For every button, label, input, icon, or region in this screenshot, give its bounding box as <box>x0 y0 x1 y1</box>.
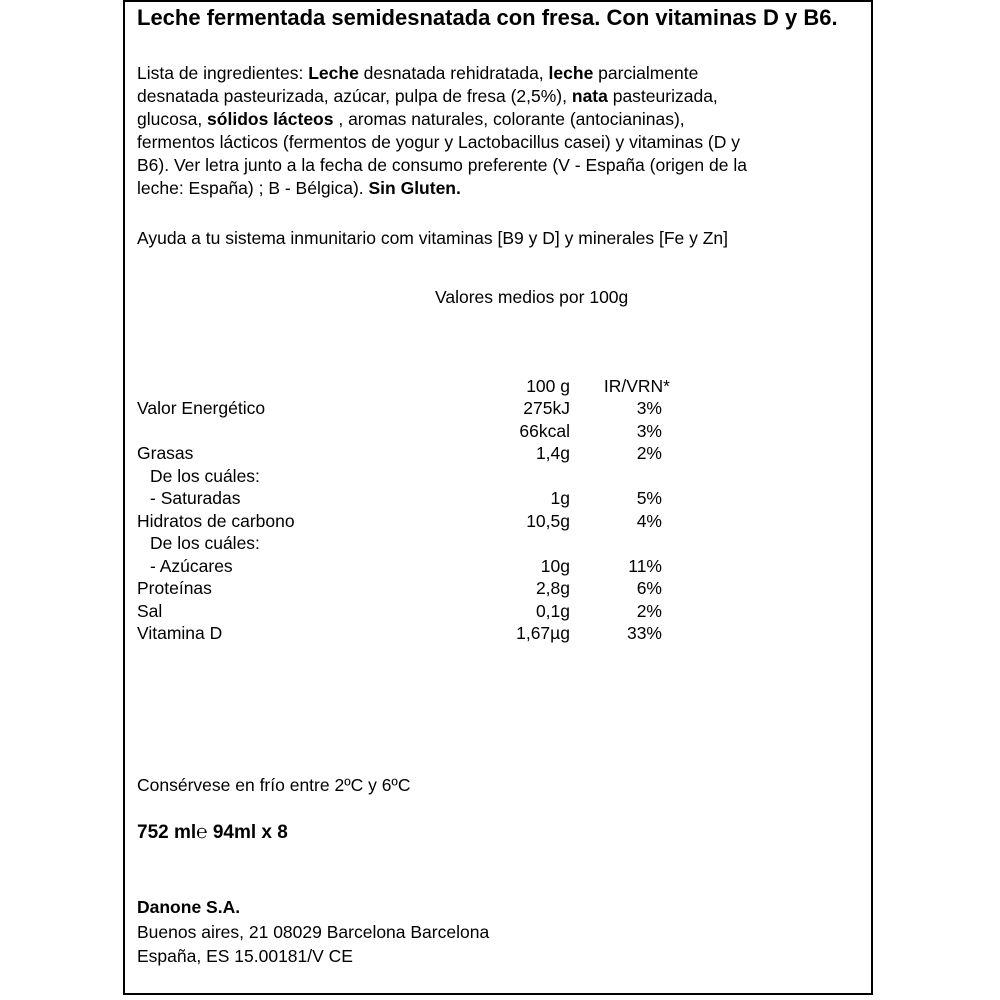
nutrient-value: 2,8g <box>535 578 570 598</box>
nutrient-label: - Azúcares <box>150 555 233 576</box>
nutrient-value: 0,1g <box>535 600 570 621</box>
nutrient-ir-percent: 5% <box>636 488 662 508</box>
nutrient-value: 10,5g <box>526 510 570 531</box>
product-title: Leche fermentada semidesnatada con fresa. Con vitaminas D y B6. <box>137 5 838 30</box>
nutrient-label: Vitamina D <box>137 623 223 643</box>
nutrient-ir-percent: 3% <box>636 420 662 441</box>
nutrient-value: 1,67µg <box>516 623 570 643</box>
ingredients-line-1: Lista de ingredientes: Leche desnatada rehidratada, leche parcialmente <box>137 63 699 83</box>
quantity-total: 752 ml <box>137 822 197 843</box>
nutrient-label: Proteínas <box>137 578 212 598</box>
nutrition-row <box>0 442 1000 464</box>
nutrient-ir-percent: 3% <box>636 398 662 418</box>
ingredients-line-3: glucosa, sólidos lácteos , aromas naturales, colorante (antocianinas), <box>137 109 685 129</box>
immune-claim: Ayuda a tu sistema inmunitario com vitaminas [B9 y D] y minerales [Fe y Zn] <box>137 228 729 248</box>
nutrition-row <box>0 555 1000 577</box>
company-registry: España, ES 15.00181/V CE <box>137 946 353 966</box>
ingredients-line-4: fermentos lácticos (fermentos de yogur y Lactobacillus casei) y vitaminas (D y <box>137 132 741 152</box>
net-quantity <box>137 820 288 846</box>
storage-instructions: Consérvese en frío entre 2ºC y 6ºC <box>137 775 411 795</box>
col-100g-header: 100 g <box>526 376 570 396</box>
nutrient-label: Grasas <box>137 443 194 463</box>
nutrition-row <box>0 510 1000 532</box>
nutrient-value: 1,4g <box>535 443 570 463</box>
nutrient-ir-percent: 2% <box>636 443 662 463</box>
nutrition-header-row <box>0 375 1000 397</box>
nutrition-row <box>0 577 1000 599</box>
company-name: Danone S.A. <box>137 897 241 917</box>
nutrition-row <box>0 397 1000 419</box>
nutrient-value: 275kJ <box>523 398 570 418</box>
estimated-sign-icon: ℮ <box>196 822 208 843</box>
nutrient-value: 10g <box>540 555 570 576</box>
ingredients-line-6: leche: España) ; B - Bélgica). Sin Gluten. <box>137 178 461 198</box>
nutrient-label: Sal <box>137 600 163 621</box>
nutrient-ir-percent: 4% <box>636 510 662 531</box>
nutrient-value: 66kcal <box>519 420 570 441</box>
nutrient-ir-percent: 11% <box>628 555 662 576</box>
nutrient-ir-percent: 2% <box>636 600 662 621</box>
col-ir-header: IR/VRN* <box>603 376 670 396</box>
company-address: Buenos aires, 21 08029 Barcelona Barcelona <box>137 922 490 942</box>
nutrient-label: De los cuáles: <box>150 465 260 486</box>
nutrition-heading: Valores medios por 100g <box>435 287 629 307</box>
nutrition-row <box>0 420 1000 442</box>
nutrition-row <box>0 600 1000 622</box>
nutrition-row <box>0 465 1000 487</box>
nutrition-row <box>0 622 1000 644</box>
nutrition-row <box>0 487 1000 509</box>
nutrient-value: 1g <box>550 488 570 508</box>
nutrient-label: - Saturadas <box>150 488 241 508</box>
ingredients-line-2: desnatada pasteurizada, azúcar, pulpa de fresa (2,5%), nata pasteurizada, <box>137 86 718 106</box>
nutrient-label: De los cuáles: <box>150 533 260 553</box>
ingredients-line-5: B6). Ver letra junto a la fecha de consumo preferente (V - España (origen de la <box>137 155 747 175</box>
nutrition-row <box>0 532 1000 554</box>
nutrient-label: Hidratos de carbono <box>137 510 295 531</box>
nutrient-ir-percent: 6% <box>636 578 662 598</box>
nutrient-label: Valor Energético <box>137 398 266 418</box>
quantity-detail: 94ml x 8 <box>212 822 288 843</box>
nutrient-ir-percent: 33% <box>626 623 662 643</box>
ingredients-list <box>137 62 827 200</box>
